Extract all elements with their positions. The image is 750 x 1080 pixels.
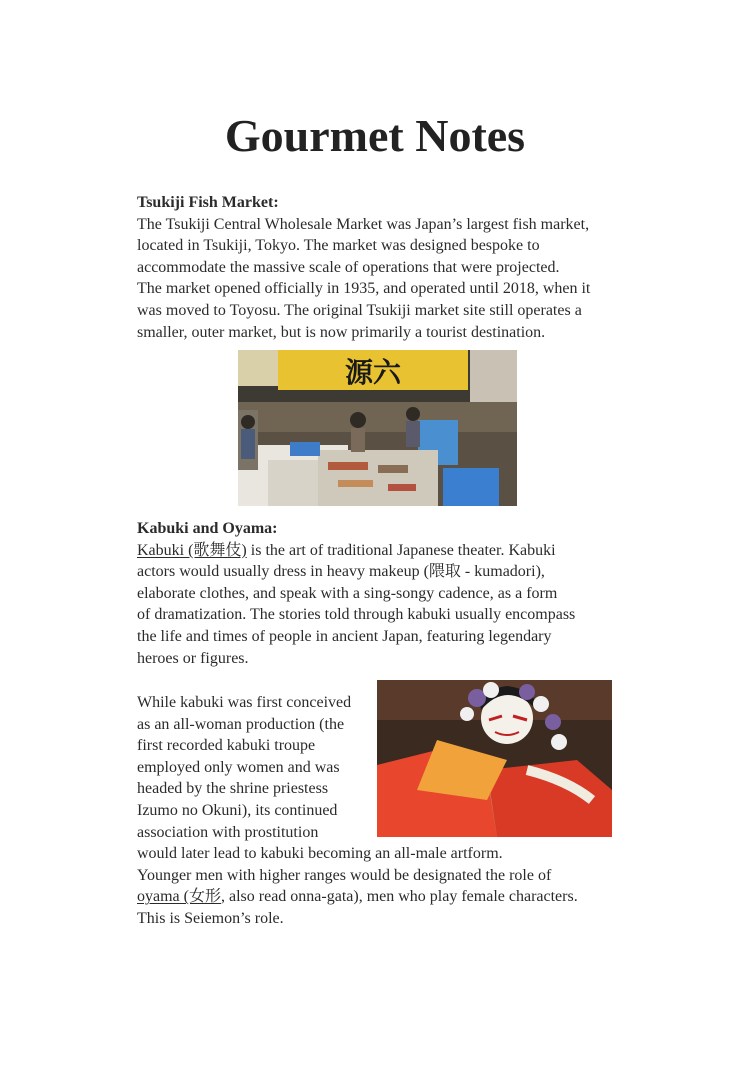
kabuki-line-5: the life and times of people in ancient Japan, featuring legendary [137,627,552,645]
tsukiji-line-5: was moved to Toyosu. The original Tsukiji market site still operates a [137,301,582,319]
wrap-line-2: as an all-woman production (the [137,715,345,733]
kabuki-actor-photo [377,680,612,837]
wrap-line-5: headed by the shrine priestess [137,780,329,798]
tsukiji-line-6: smaller, outer market, but is now primarily a tourist destination. [137,323,546,341]
tsukiji-line-4: The market opened officially in 1935, and operated until 2018, when it [137,280,591,298]
wrap-line-6: Izumo no Okuni), its continued [137,801,338,819]
page-title: Gourmet Notes [224,110,526,161]
wrap-line-7: association with prostitution [137,823,319,841]
wrap-line-3: first recorded kabuki troupe [137,737,316,755]
tsukiji-heading: Tsukiji Fish Market: [137,194,279,211]
full-line-2: Younger men with higher ranges would be designated the role of [137,866,552,884]
wrap-line-4: employed only women and was [137,758,340,776]
tsukiji-line-1: The Tsukiji Central Wholesale Market was Japan’s largest fish market, [137,215,590,233]
oyama-line-rest: , also read onna-gata), men who play female characters. [220,888,578,906]
kabuki-line-4: of dramatization. The stories told through kabuki usually encompass [137,606,576,624]
kabuki-heading: Kabuki and Oyama: [137,520,278,537]
kabuki-line-2: actors would usually dress in heavy makeup (隈取 - kumadori), [137,563,545,581]
oyama-link[interactable]: oyama (女形 [137,888,221,906]
full-line-1: would later lead to kabuki becoming an all-male artform. [137,845,503,863]
market-sign-text: 源六 [344,356,402,389]
tsukiji-line-3: accommodate the massive scale of operations that were projected. [137,258,560,276]
tsukiji-section [137,192,627,343]
kabuki-link[interactable]: Kabuki (歌舞伎) [137,541,247,559]
kabuki-section [137,518,627,669]
wrap-line-1: While kabuki was first conceived [137,694,352,711]
fish-market-photo [238,350,517,506]
kabuki-line-1-rest: is the art of traditional Japanese theater. Kabuki [246,541,556,559]
wrapped-paragraph [137,692,369,843]
last-line: This is Seiemon’s role. [137,909,284,927]
kabuki-line-3: elaborate clothes, and speak with a sing-songy cadence, as a form [137,584,558,602]
kabuki-line-1 [137,540,627,562]
kabuki-line-6: heroes or figures. [137,649,249,667]
oyama-line [137,886,627,908]
tsukiji-line-2: located in Tsukiji, Tokyo. The market was designed bespoke to [137,237,540,255]
